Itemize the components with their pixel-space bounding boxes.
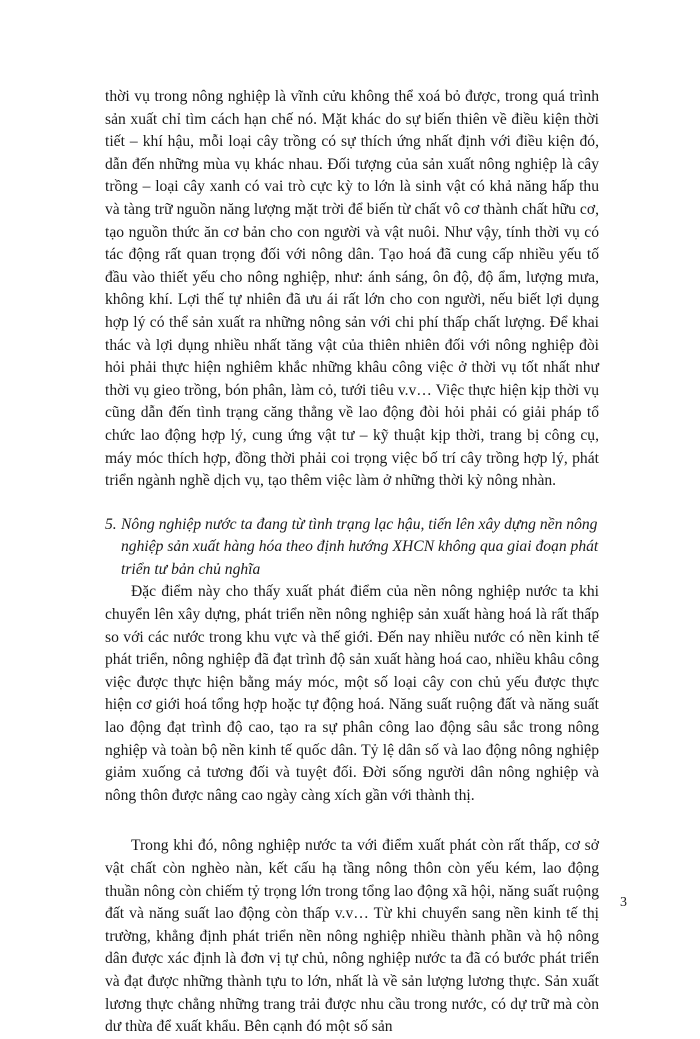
section-heading-text: Nông nghiệp nước ta đang từ tình trạng lạc hậu, tiến lên xây dựng nền nông nghiệp sản xuất hàng hóa theo định hướng XHCN không qua giai đoạn phát triển tư bản chủ nghĩa — [121, 515, 599, 578]
section-heading — [105, 514, 599, 582]
body-paragraph-1: thời vụ trong nông nghiệp là vĩnh cửu không thể xoá bỏ được, trong quá trình sản xuất chỉ tìm cách hạn chế nó. Mặt khác do sự biến thiên về điều kiện thời tiết – khí hậu, mỗi loại cây trồng có sự thích ứng nhất định với điều kiện đó, dẫn đến những mùa vụ khác nhau. Đối tượng của sản xuất nông nghiệp là cây trồng – loại cây xanh có vai trò cực kỳ to lớn là sinh vật có khả năng hấp thu và tàng trữ nguồn năng lượng mặt trời để biến từ chất vô cơ thành chất hữu cơ, tạo nguồn thức ăn cơ bản cho con người và vật nuôi. Như vậy, tính thời vụ có tác động rất quan trọng đối với nông dân. Tạo hoá đã cung cấp nhiều yếu tố đầu vào thiết yếu cho nông nghiệp, như: ánh sáng, ôn độ, độ ẩm, lượng mưa, không khí. Lợi thế tự nhiên đã ưu ái rất lớn cho con người, nếu biết lợi dụng hợp lý có thể sản xuất ra những nông sản với chi phí thấp chất lượng. Để khai thác và lợi dụng nhiều nhất tăng vật của thiên nhiên đối với nông nghiệp đòi hỏi phải thực hiện nghiêm khắc những khâu công việc ở thời vụ tốt nhất như thời vụ gieo trồng, bón phân, làm cỏ, tưới tiêu v.v… Việc thực hiện kịp thời vụ cũng dẫn đến tình trạng căng thẳng về lao động đòi hỏi phải có giải pháp tổ chức lao động hợp lý, cung ứng vật tư – kỹ thuật kịp thời, trang bị công cụ, máy móc thích hợp, đồng thời phải coi trọng việc bố trí cây trồng hợp lý, phát triển ngành nghề dịch vụ, tạo thêm việc làm ở những thời kỳ nông nhàn. — [105, 88, 599, 490]
page-number: 3 — [620, 895, 627, 910]
body-paragraph-3: Trong khi đó, nông nghiệp nước ta với điểm xuất phát còn rất thấp, cơ sở vật chất còn nghèo nàn, kết cấu hạ tầng nông thôn còn yếu kém, lao động thuần nông còn chiếm tỷ trọng lớn trong tổng lao động xã hội, năng suất ruộng đất và năng suất lao động còn thấp v.v… Từ khi chuyển sang nền kinh tế thị trường, khẳng định phát triển nền nông nghiệp nhiều thành phần và hộ nông dân được xác định là đơn vị tự chủ, nông nghiệp nước ta đã có bước phát triển và đạt được những thành tựu to lớn, nhất là về sản lượng lương thực. Sản xuất lương thực chẳng những trang trải được nhu cầu trong nước, có dự trữ mà còn dư thừa để xuất khẩu. Bên cạnh đó một số sản — [105, 837, 599, 1036]
page-body — [105, 86, 599, 1039]
section-heading-number: 5. — [105, 515, 117, 533]
paragraph-spacer — [105, 807, 599, 835]
paragraph-spacer — [105, 493, 599, 514]
body-paragraph-2: Đặc điểm này cho thấy xuất phát điểm của nền nông nghiệp nước ta khi chuyển lên xây dựng, phát triển nền nông nghiệp sản xuất hàng hoá là rất thấp so với các nước trong khu vực và thế giới. Đến nay nhiều nước có nền kinh tế phát triển, nông nghiệp đã đạt trình độ sản xuất hàng hoá cao, nhiều khâu công việc được thực hiện bằng máy móc, một số loại cây con chủ yếu được thực hiện cơ giới hoá tổng hợp hoặc tự động hoá. Năng suất ruộng đất và năng suất lao động đạt trình độ cao, tạo ra sự phân công lao động sâu sắc trong nông nghiệp và toàn bộ nền kinh tế quốc dân. Tỷ lệ dân số và lao động nông nghiệp giảm xuống cả tương đối và tuyệt đối. Đời sống người dân nông nghiệp và nông thôn được nâng cao ngày càng xích gần với thành thị. — [105, 583, 599, 804]
